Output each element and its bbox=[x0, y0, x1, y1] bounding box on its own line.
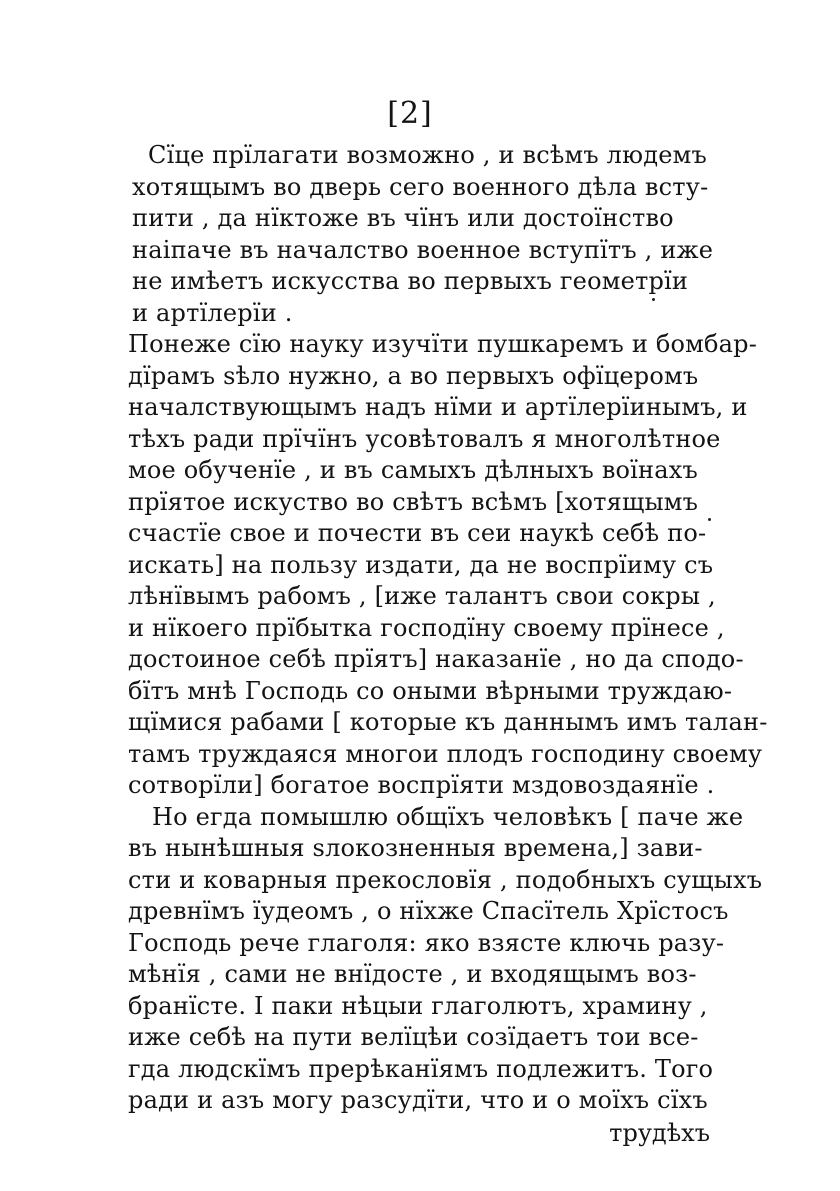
text-line: бїтъ мнѣ Господь со оными вѣрными труждаю- bbox=[128, 676, 733, 705]
page-number: [2] bbox=[387, 96, 433, 131]
text-line: дїрамъ ѕѣло нужно, а во первыхъ офїцеромъ bbox=[128, 361, 699, 390]
text-line: древнїмъ їудеомъ , о нїхже Спасїтель Хрїстосъ bbox=[128, 897, 729, 925]
text-line: Понеже сїю науку изучїти пушкаремъ и бомбар- bbox=[128, 330, 758, 358]
text-line: ради и азъ могу разсудїти, что и о моїхъ сїхъ bbox=[128, 1086, 708, 1114]
text-line: и артїлерїи . bbox=[132, 298, 293, 327]
text-line: тѣхъ ради прїчїнъ усовѣтовалъ я многолѣтное bbox=[128, 424, 721, 453]
text-line: и нїкоего прїбытка господїну своему прїнесе , bbox=[128, 613, 725, 642]
text-line: сотворїли] богатое воспрїяти мздовоздаянїе . bbox=[128, 771, 715, 799]
text-line: Господь рече глаголя: яко взясте ключь разу- bbox=[128, 928, 725, 957]
text-line: пити , да нїктоже въ чїнъ или достоїнство bbox=[132, 204, 674, 232]
text-line: щїмися рабами [ которые къ даннымъ имъ талан- bbox=[128, 708, 768, 736]
text-line: искать] на пользу издати, да не воспрїиму съ bbox=[128, 550, 714, 579]
text-line: достоиное себѣ прїятъ] наказанїе , но да сподо- bbox=[128, 645, 744, 673]
catchword: трудѣхъ bbox=[609, 1118, 710, 1147]
text-line: счастїе свое и почести въ сеи наукѣ себѣ по- bbox=[128, 519, 707, 547]
text-line: мѣнїя , сами не внїдосте , и входящымъ воз- bbox=[128, 960, 697, 988]
text-line: Но егда помышлю общїхъ человѣкъ [ паче же bbox=[152, 802, 744, 831]
text-line: иже себѣ на пути велїцѣи созїдаетъ тои все- bbox=[128, 1023, 699, 1051]
ink-speck bbox=[652, 298, 655, 301]
ink-speck bbox=[708, 518, 711, 521]
text-line: сти и коварныя прекословїя , подобныхъ сущыхъ bbox=[128, 865, 763, 894]
text-line: бранїсте. І паки нѣцыи глаголютъ, храмину , bbox=[128, 991, 708, 1020]
text-line: хотящымъ во дверь сего военного дѣла всту- bbox=[132, 172, 709, 201]
text-line: мое обученїе , и въ самыхъ дѣлныхъ воїнахъ bbox=[128, 456, 698, 484]
text-line: началствующымъ надъ нїми и артїлерїинымъ, и bbox=[128, 393, 748, 421]
text-line: наіпаче въ началство военное вступїтъ , иже bbox=[132, 235, 714, 264]
text-line: прїятое искуство во свѣтъ всѣмъ [хотящымъ bbox=[128, 487, 699, 516]
text-line: въ нынѣшныя ѕлокозненныя времена,] зави- bbox=[128, 834, 703, 862]
text-line: не имѣетъ искусства во первыхъ геометрїи bbox=[132, 267, 689, 295]
text-line: тамъ труждаяся многои плодъ господину своему bbox=[128, 739, 763, 768]
text-line: гда людскїмъ прерѣканїямъ подлежитъ. Того bbox=[128, 1054, 714, 1083]
text-line: Сїце прїлагати возможно , и всѣмъ людемъ bbox=[148, 141, 707, 169]
text-line: лѣнївымъ рабомъ , [иже талантъ свои сокры , bbox=[128, 582, 716, 610]
